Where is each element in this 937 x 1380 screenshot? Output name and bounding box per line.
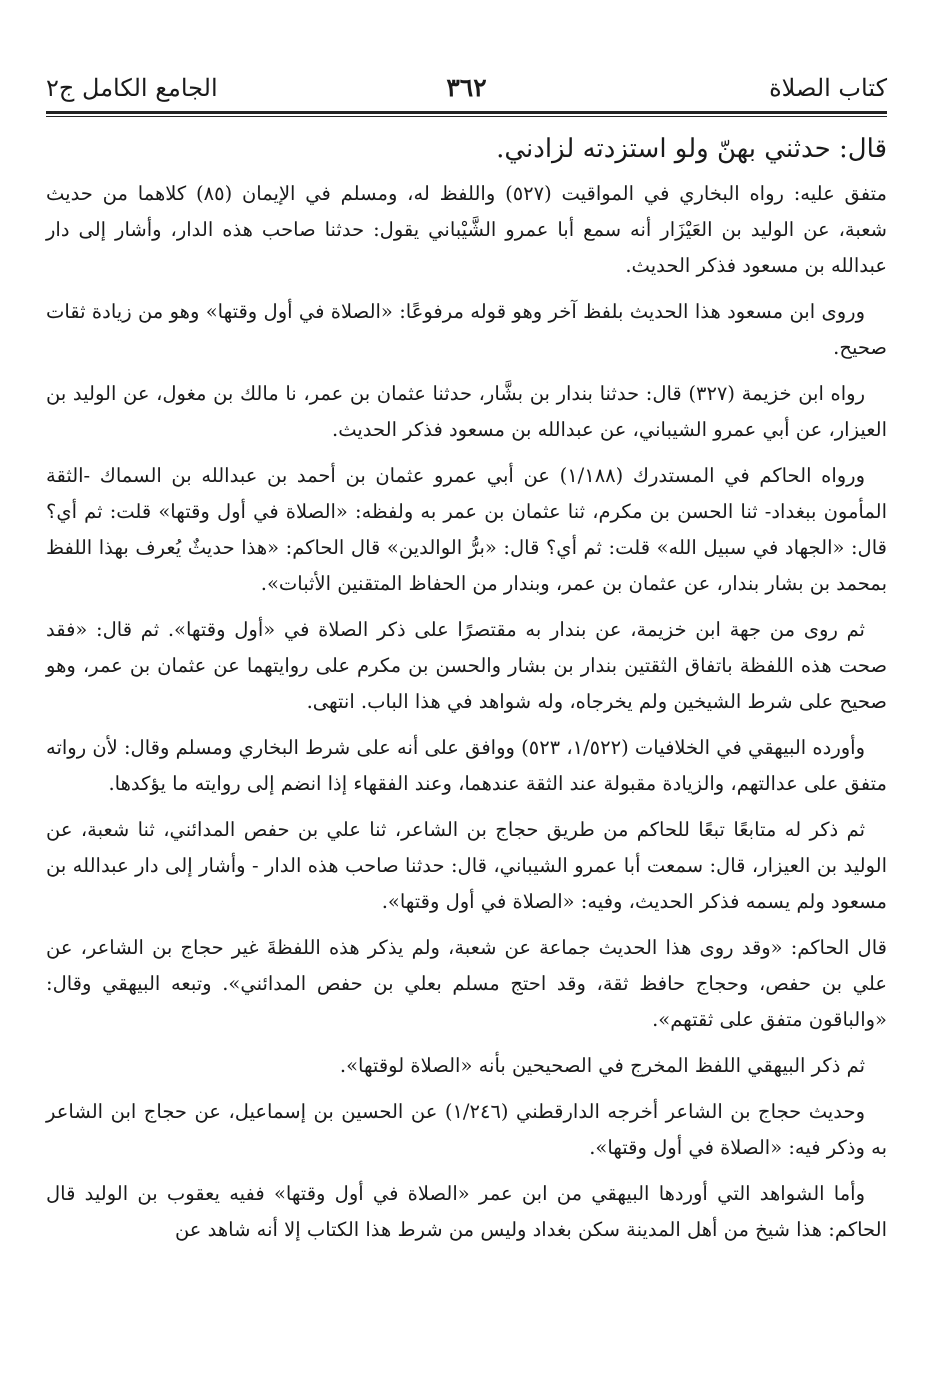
book-title: الجامع الكامل ج٢ [46, 74, 218, 102]
paragraph-takhrij: متفق عليه: رواه البخاري في المواقيت (٥٢٧) واللفظ له، ومسلم في الإيمان (٨٥) كلاهما من حديث شعبة، عن الوليد بن العَيْزَار أنه سمع أبا عمرو الشَّيْباني يقول: حدثنا صاحب هذه الدار، وأشار إلى دار عبدالله بن مسعود فذكر الحديث. [46, 182, 888, 277]
running-header [46, 62, 887, 106]
paragraph-ibn-masud: وروى ابن مسعود هذا الحديث بلفظ آخر وهو قوله مرفوعًا: «الصلاة في أول وقتها» وهو من زيادة ثقات صحيح. [46, 300, 887, 359]
header-rule-thin [46, 116, 887, 117]
paragraph-hakim-continued: ثم روى من جهة ابن خزيمة، عن بندار به مقتصرًا على ذكر الصلاة في «أول وقتها». ثم قال: «فقد صحت هذه اللفظة باتفاق الثقتين بندار بن بشار والحسن بن مكرم على روايتهما عن عثمان بن عمر، وهو صحيح على شرط الشيخين ولم يخرجاه، وله شواهد في هذا الباب. انتهى. [46, 618, 887, 713]
paragraph-mutaba: ثم ذكر له متابعًا تبعًا للحاكم من طريق حجاج بن الشاعر، ثنا علي بن حفص المدائني، ثنا شعبة، عن الوليد بن العيزار، قال: سمعت أبا عمرو الشيباني، قال: حدثنا صاحب هذه الدار - وأشار إلى دار عبدالله بن مسعود ولم يسمه فذكر الحديث، وفيه: «الصلاة في أول وقتها». [46, 818, 887, 913]
paragraph-ibn-khuzaymah: رواه ابن خزيمة (٣٢٧) قال: حدثنا بندار بن بشَّار، حدثنا عثمان بن عمر، نا مالك بن مغول، عن الوليد بن العيزار، عن أبي عمرو الشيباني، عن عبدالله بن مسعود فذكر الحديث. [46, 382, 887, 441]
paragraph-sahihayn: ثم ذكر البيهقي اللفظ المخرج في الصحيحين بأنه «الصلاة لوقتها». [339, 1054, 865, 1077]
paragraph-shawahid: وأما الشواهد التي أوردها البيهقي من ابن عمر «الصلاة في أول وقتها» ففيه يعقوب بن الوليد قال الحاكم: هذا شيخ من أهل المدينة سكن بغداد وليس من شرط هذا الكتاب إلا أنه شاهد عن [46, 1182, 887, 1241]
hadith-text: قال: حدثني بهنّ ولو استزدته لزادني. [496, 134, 887, 164]
page-number: ٣٦٢ [446, 73, 487, 102]
paragraph-hakim: ورواه الحاكم في المستدرك (١/١٨٨) عن أبي عمرو عثمان بن أحمد بن عبدالله بن السماك -الثقة المأمون ببغداد- ثنا الحسن بن مكرم، ثنا عثمان بن عمر به ولفظه: «الصلاة في أول وقتها» قلت: ثم أي؟ قال: «الجهاد في سبيل الله» قلت: ثم أي؟ قال: «برُّ الوالدين» قال الحاكم: «هذا حديثٌ يُعرف بهذا اللفظ بمحمد بن بشار بندار، عن عثمان بن عمر، وبندار من الحفاظ المتقنين الأثبات». [46, 464, 887, 595]
chapter-title: كتاب الصلاة [769, 74, 887, 102]
header-rule-thick [46, 111, 887, 114]
paragraph-daraqutni: وحديث حجاج بن الشاعر أخرجه الدارقطني (١/٢٤٦) عن الحسين بن إسماعيل، عن حجاج ابن الشاعر به وذكر فيه: «الصلاة في أول وقتها». [46, 1100, 887, 1159]
paragraph-hakim-quote: قال الحاكم: «وقد روى هذا الحديث جماعة عن شعبة، ولم يذكر هذه اللفظةَ غير حجاج بن الشاعر، عن علي بن حفص، وحجاج حافظ ثقة، وقد احتج مسلم بعلي بن حفص المدائني». وتبعه البيهقي وقال: «والباقون متفق على ثقتهم». [46, 936, 887, 1031]
page-body [46, 128, 887, 1258]
paragraph-bayhaqi: وأورده البيهقي في الخلافيات (١/٥٢٢، ٥٢٣) ووافق على أنه على شرط البخاري ومسلم وقال: لأن رواته متفق على عدالتهم، والزيادة مقبولة عند الثقة عندهما، وعند الفقهاء إذا انضم إلى روايته ما يؤكدها. [46, 736, 887, 795]
